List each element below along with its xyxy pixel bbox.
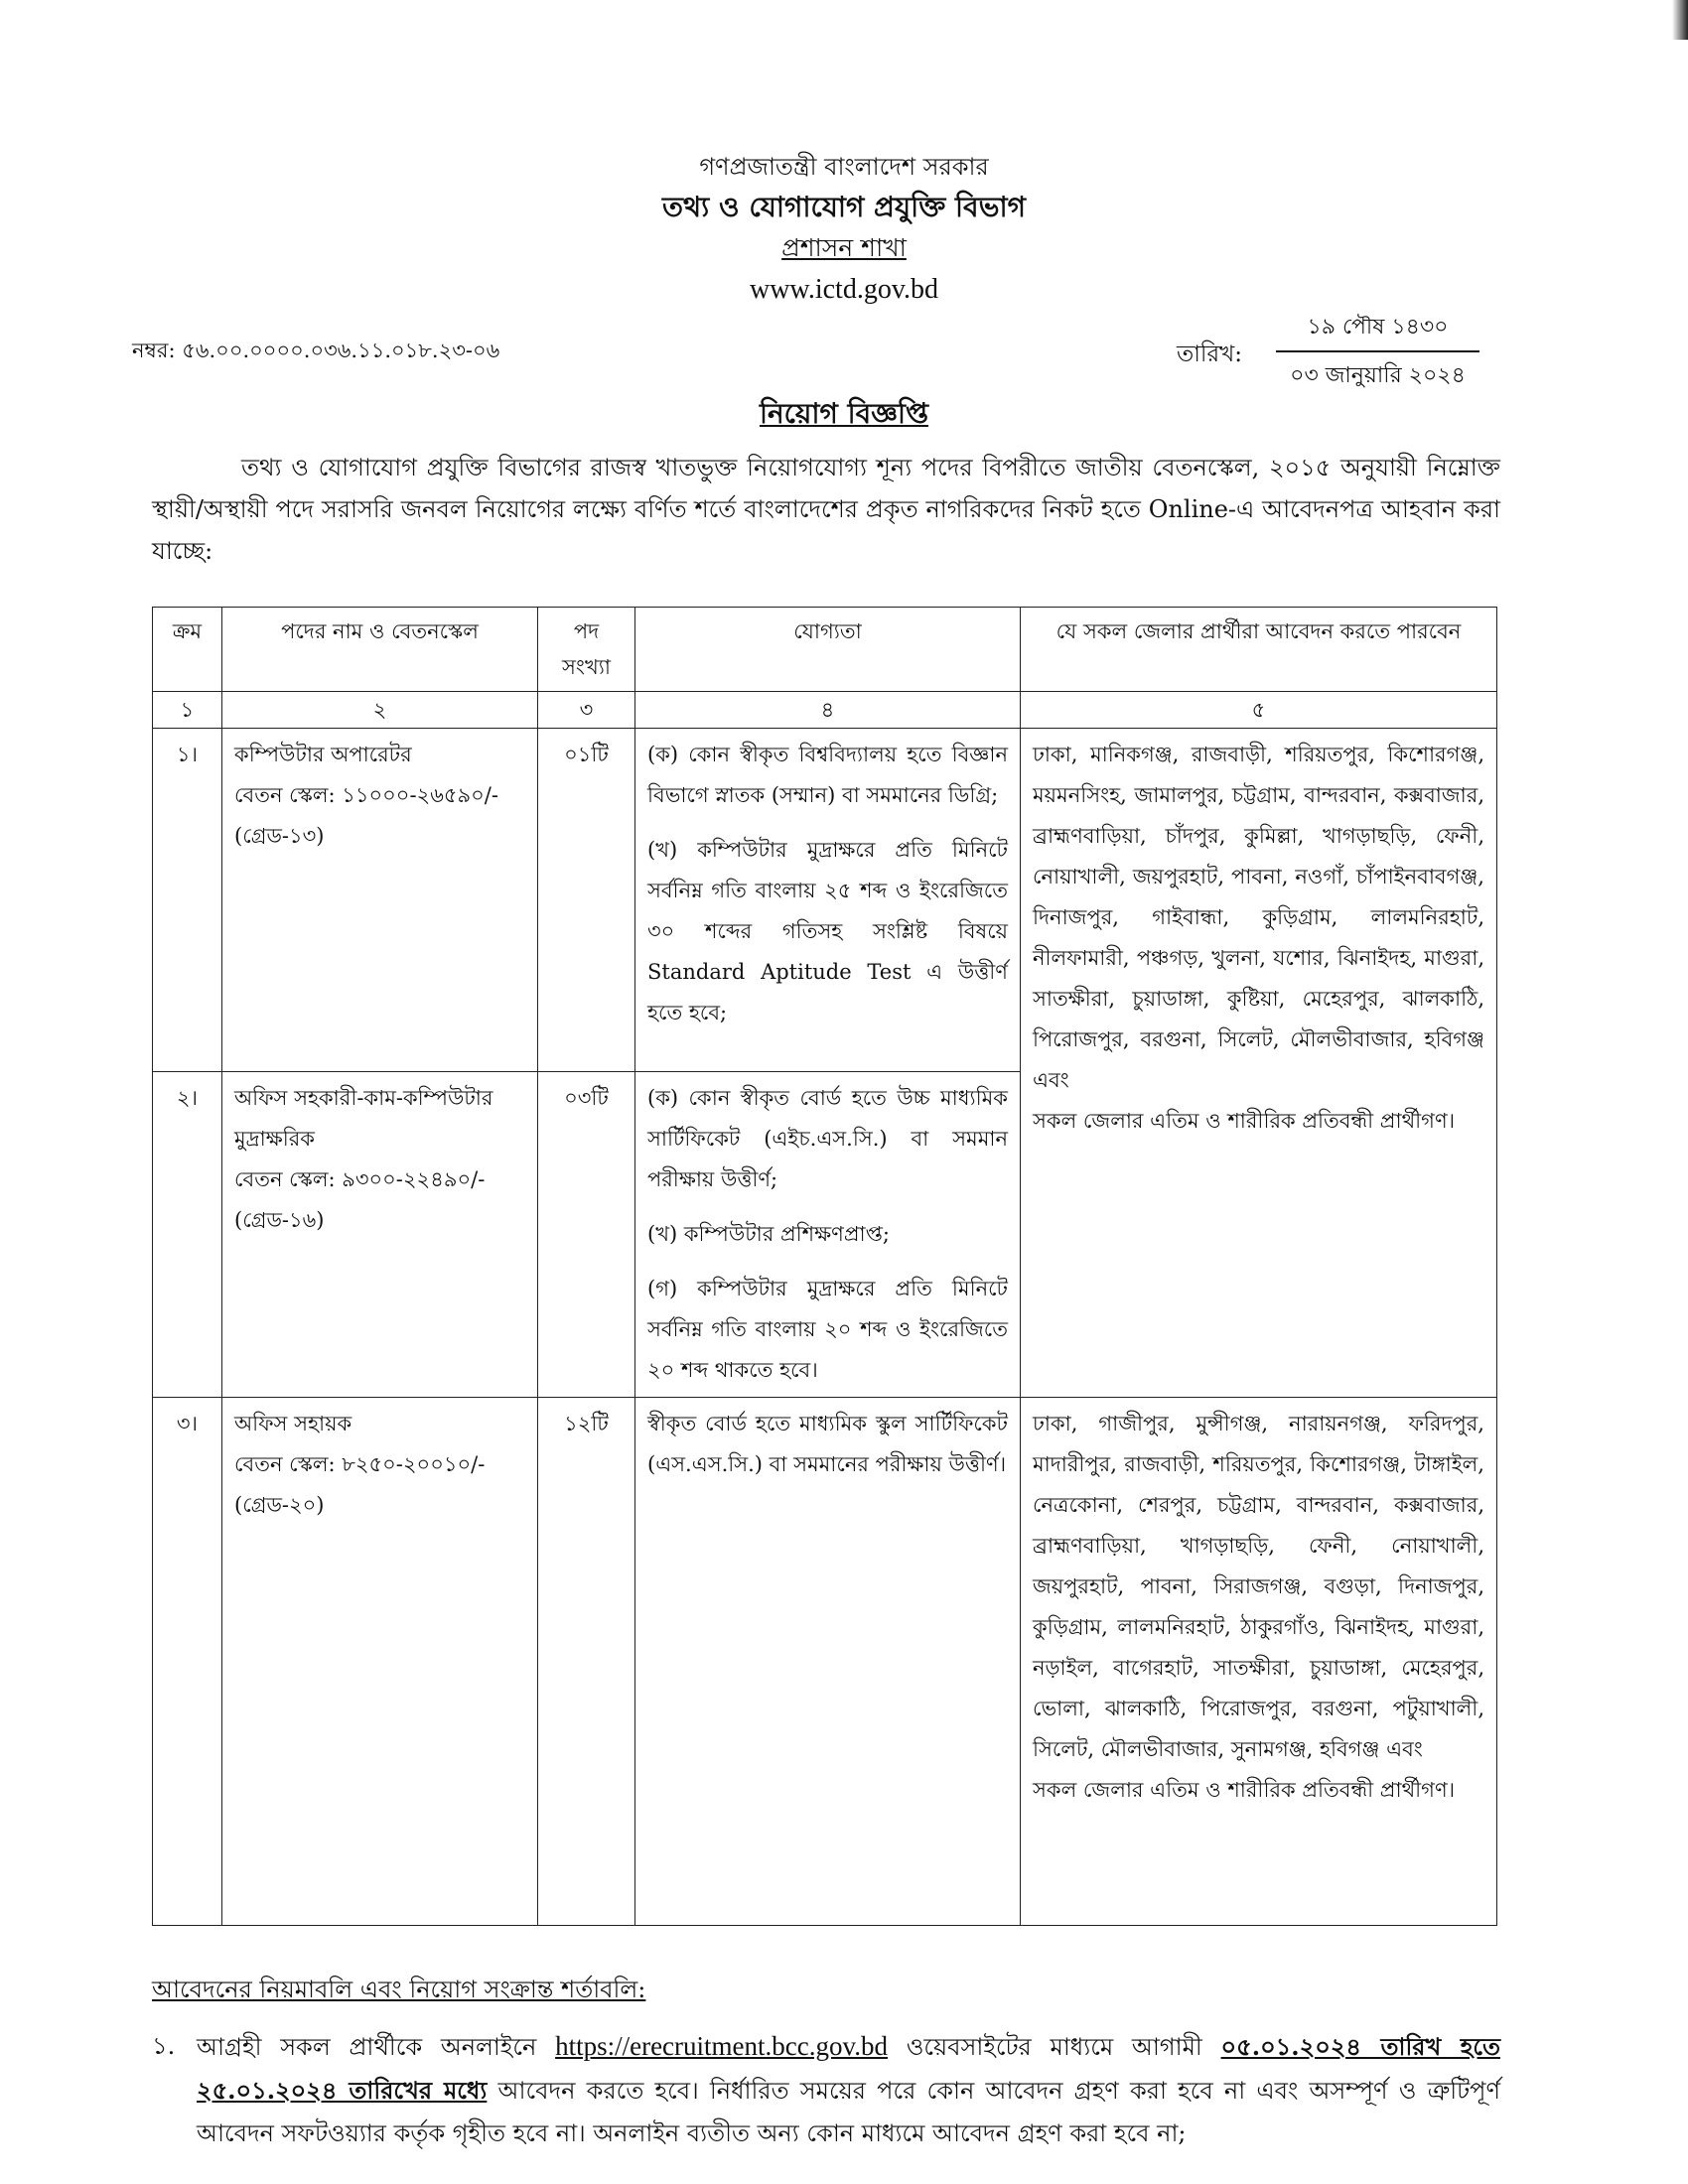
districts-list: ঢাকা, গাজীপুর, মুন্সীগঞ্জ, নারায়নগঞ্জ, ফরিদপুর, মাদারীপুর, রাজবাড়ী, শরিয়তপুর, কিশোরগঞ্জ, টাঙ্গাইল, নেত্রকোনা, শেরপুর, চট্টগ্রাম, বান্দরবান, কক্সবাজার, ব্রাহ্মণবাড়িয়া, খাগড়াছড়ি, ফেনী, নোয়াখালী, জয়পুরহাট, পাবনা, সিরাজগঞ্জ, বগুড়া, দিনাজপুর, কুড়িগ্রাম, লালমনিরহাট, ঠাকুরগাঁও, ঝিনাইদহ, মাগুরা, নড়াইল, বাগেরহাট, সাতক্ষীরা, চুয়াডাঙ্গা, মেহেরপুর, ভোলা, ঝালকাঠি, পিরোজপুর, বরগুনা, পটুয়াখালী, সিলেট, মৌলভীবাজার, সুনামগঞ্জ, হবিগঞ্জ এবং xyxy=(1033,1412,1484,1761)
posts-table xyxy=(152,607,1497,1926)
date-english: ০৩ জানুয়ারি ২০২৪ xyxy=(1290,363,1466,388)
memo-number: নম্বর: ৫৬.০০.০০০০.০৩৬.১১.০১৮.২৩-০৬ xyxy=(132,339,500,362)
pay-scale: বেতন স্কেল: ৮২৫০-২০০১০/- xyxy=(234,1452,486,1476)
qualification-item: (গ) কম্পিউটার মুদ্রাক্ষরে প্রতি মিনিটে সর্বনিম্ন গতি বাংলায় ২০ শব্দ ও ইংরেজিতে ২০ শব্দ থাকতে হবে। xyxy=(647,1277,1008,1382)
header-districts: যে সকল জেলার প্রার্থীরা আবেদন করতে পারবেন xyxy=(1021,608,1497,692)
qualification-cell xyxy=(635,1398,1021,1926)
qualification-cell xyxy=(635,729,1021,1072)
qualification-item: (ক) কোন স্বীকৃত বোর্ড হতে উচ্চ মাধ্যমিক সার্টিফিকেট (এইচ.এস.সি.) বা সমমান পরীক্ষায় উত্তীর্ণ; xyxy=(647,1086,1008,1191)
table-number-row xyxy=(153,692,1497,729)
table-row xyxy=(153,729,1497,1072)
branch-name: প্রশাসন শাখা xyxy=(781,233,907,262)
pay-scale: বেতন স্কেল: ১১০০০-২৬৫৯০/- xyxy=(234,783,498,807)
qualification-item: (খ) কম্পিউটার প্রশিক্ষণপ্রাপ্ত; xyxy=(647,1222,890,1246)
qualification-item: (ক) কোন স্বীকৃত বিশ্ববিদ্যালয় হতে বিজ্ঞান বিভাগে স্নাতক (সম্মান) বা সমমানের ডিগ্রি; xyxy=(647,743,1008,807)
districts-list: ঢাকা, মানিকগঞ্জ, রাজবাড়ী, শরিয়তপুর, কিশোরগঞ্জ, ময়মনসিংহ, জামালপুর, চট্টগ্রাম, বান্দরবান, কক্সবাজার, ব্রাহ্মণবাড়িয়া, চাঁদপুর, কুমিল্লা, খাগড়াছড়ি, ফেনী, নোয়াখালী, জয়পুরহাট, পাবনা, নওগাঁ, চাঁপাইনবাবগঞ্জ, দিনাজপুর, গাইবান্ধা, কুড়িগ্রাম, লালমনিরহাট, নীলফামারী, পঞ্চগড়, খুলনা, যশোর, ঝিনাইদহ, মাগুরা, সাতক্ষীরা, চুয়াডাঙ্গা, কুষ্টিয়া, মেহেরপুর, ঝালকাঠি, পিরোজপুর, বরগুনা, সিলেট, মৌলভীবাজার, হবিগঞ্জ এবং xyxy=(1033,743,1484,1092)
grade: (গ্রেড-১৩) xyxy=(234,824,325,848)
intro-paragraph: তথ্য ও যোগাযোগ প্রযুক্তি বিভাগের রাজস্ব খাতভুক্ত নিয়োগযোগ্য শূন্য পদের বিপরীতে জাতীয় বেতনস্কেল, ২০১৫ অনুযায়ী নিম্নোক্ত স্থায়ী/অস্থায়ী পদে সরাসরি জনবল নিয়োগের লক্ষ্যে বর্ণিত শর্তে বাংলাদেশের প্রকৃত নাগরিকদের নিকট হতে Online-এ আবেদনপত্র আহবান করা যাচ্ছে: xyxy=(152,454,1500,565)
post-count: ০১টি xyxy=(538,729,635,1072)
header-serial: ক্রম xyxy=(153,608,222,692)
rule-text-part: আবেদন করতে হবে। নির্ধারিত সময়ের পরে কোন আবেদন গ্রহণ করা হবে না এবং অসম্পূর্ণ ও ত্রুটিপূর্ণ আবেদন সফটওয়্যার কর্তৃক গৃহীত হবে না। অনলাইন ব্যতীত অন্য কোন মাধ্যমে আবেদন গ্রহণ করা হবে না; xyxy=(197,2077,1500,2147)
date-block xyxy=(1276,310,1479,395)
qualification-cell xyxy=(635,1072,1021,1398)
application-window: ০৫.০১.২০২৪ তারিখ হতে ২৫.০১.২০২৪ তারিখের মধ্যে xyxy=(197,2032,1500,2105)
government-name: গণপ্রজাতন্ত্রী বাংলাদেশ সরকার xyxy=(699,153,989,181)
row-post-cell xyxy=(222,1398,538,1926)
col-number: ১ xyxy=(153,692,222,729)
scan-edge-shadow xyxy=(1672,0,1688,40)
rules-title: আবেদনের নিয়মাবলি এবং নিয়োগ সংক্রান্ত শর্তাবলি: xyxy=(152,1976,646,2003)
row-serial: ২। xyxy=(153,1072,222,1398)
post-count: ১২টি xyxy=(538,1398,635,1926)
post-count: ০৩টি xyxy=(538,1072,635,1398)
row-serial: ১। xyxy=(153,729,222,1072)
row-post-cell xyxy=(222,729,538,1072)
header-count: পদ সংখ্যা xyxy=(538,608,635,692)
districts-extra: সকল জেলার এতিম ও শারীরিক প্রতিবন্ধী প্রার্থীগণ। xyxy=(1033,1778,1456,1802)
row-serial: ৩। xyxy=(153,1398,222,1926)
col-number: ২ xyxy=(222,692,538,729)
date-label: তারিখ: xyxy=(1177,341,1243,367)
post-name: অফিস সহায়ক xyxy=(234,1412,352,1435)
pay-scale: বেতন স্কেল: ৯৩০০-২২৪৯০/- xyxy=(234,1167,486,1191)
table-row xyxy=(153,1398,1497,1926)
letterhead xyxy=(0,147,1688,312)
table-header-row xyxy=(153,608,1497,692)
rule-text xyxy=(197,2025,1500,2155)
rule-text-part: ওয়েবসাইটের মাধ্যমে আগামী xyxy=(906,2033,1202,2061)
header-post: পদের নাম ও বেতনস্কেল xyxy=(222,608,538,692)
erecruitment-link[interactable]: https://erecruitment.bcc.gov.bd xyxy=(555,2031,888,2061)
header-qualification: যোগ্যতা xyxy=(635,608,1021,692)
col-number: ৩ xyxy=(538,692,635,729)
website-text: www.ictd.gov.bd xyxy=(749,274,938,305)
division-name: তথ্য ও যোগাযোগ প্রযুক্তি বিভাগ xyxy=(662,191,1026,223)
post-name: অফিস সহকারী-কাম-কম্পিউটার মুদ্রাক্ষরিক xyxy=(234,1086,493,1151)
grade: (গ্রেড-২০) xyxy=(234,1493,325,1517)
districts-cell-group2 xyxy=(1021,1398,1497,1926)
qualification-item: (খ) কম্পিউটার মুদ্রাক্ষরে প্রতি মিনিটে সর্বনিম্ন গতি বাংলায় ২৫ শব্দ ও ইংরেজিতে ৩০ শব্দের গতিসহ সংশ্লিষ্ট বিষয়ে Standard Aptitude Test এ উত্তীর্ণ হতে হবে; xyxy=(647,838,1008,1024)
grade: (গ্রেড-১৬) xyxy=(234,1208,325,1232)
row-post-cell xyxy=(222,1072,538,1398)
notice-title: নিয়োগ বিজ্ঞপ্তি xyxy=(759,397,929,430)
date-bangla: ১৯ পৌষ ১৪৩০ xyxy=(1276,310,1479,352)
districts-extra: সকল জেলার এতিম ও শারীরিক প্রতিবন্ধী প্রার্থীগণ। xyxy=(1033,1109,1456,1133)
col-number: ৪ xyxy=(635,692,1021,729)
rule-number: ১. xyxy=(152,2032,176,2060)
rule-item xyxy=(152,2025,1500,2155)
rule-text-part: আগ্রহী সকল প্রার্থীকে অনলাইনে xyxy=(197,2033,537,2061)
col-number: ৫ xyxy=(1021,692,1497,729)
qualification-item: স্বীকৃত বোর্ড হতে মাধ্যমিক স্কুল সার্টিফিকেট (এস.এস.সি.) বা সমমানের পরীক্ষায় উত্তীর্ণ। xyxy=(647,1412,1008,1476)
districts-cell-group1 xyxy=(1021,729,1497,1398)
post-name: কম্পিউটার অপারেটর xyxy=(234,743,412,766)
